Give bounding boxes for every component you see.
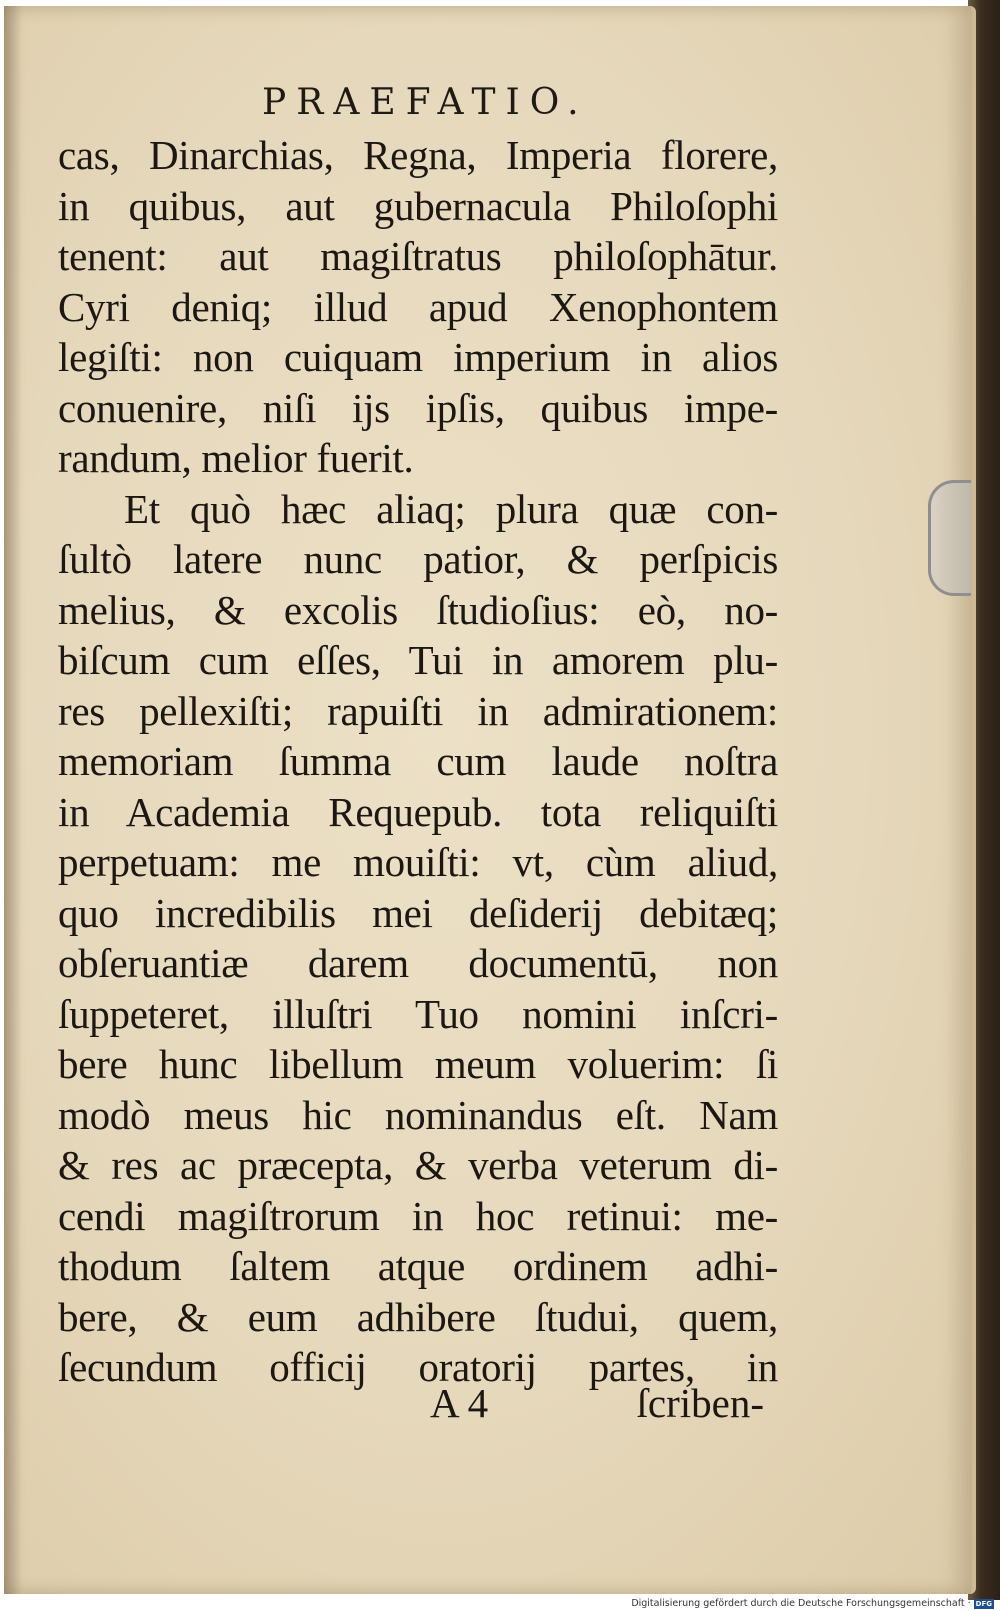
text-line: ſecundum officij oratorij partes, in (58, 1344, 778, 1390)
dfg-logo: DFG (975, 1600, 992, 1608)
spine-shadow (4, 6, 22, 1594)
text-line: melius, & excolis ſtudioſius: eò, no- (58, 586, 778, 633)
text-line: in quibus, aut gubernacula Philoſophi (58, 182, 778, 229)
text-line: & res ac præcepta, & verba veterum di- (58, 1142, 778, 1188)
text-line: perpetuam: me mouiſti: vt, cùm aliud, (58, 839, 778, 885)
page-footer (430, 1378, 764, 1428)
running-head: PRAEFATIO. (262, 82, 589, 123)
text-line: Cyri deniq; illud apud Xenophontem (58, 283, 778, 330)
text-line: bere hunc libellum meum voluerim: ſi (58, 1041, 778, 1087)
text-line: cas, Dinarchias, Regna, Imperia florere, (58, 132, 778, 178)
text-line: res pellexiſti; rapuiſti in admirationem: (58, 687, 778, 734)
text-line: conuenire, niſi ijs ipſis, quibus impe- (58, 384, 778, 431)
catchword: ſcriben- (636, 1380, 764, 1426)
text-line: randum, melior fuerit. (58, 435, 414, 481)
body-text (58, 130, 778, 1393)
text-line: tenent: aut magiſtratus philoſophātur. (58, 233, 778, 279)
text-line: quo incredibilis mei deſiderij debitæq; (58, 889, 778, 936)
text-line: cendi magiſtrorum in hoc retinui: me- (58, 1192, 778, 1239)
credit-text: Digitalisierung gefördert durch die Deutsche Forschungsgemeinschaft · (631, 1598, 971, 1609)
text-line: Et quò hæc aliaq; plura quæ con- (124, 485, 778, 532)
text-line: thodum ſaltem atque ordinem adhi- (58, 1243, 778, 1289)
signature-mark: A 4 (430, 1380, 489, 1426)
text-line: legiſti: non cuiquam imperium in alios (58, 334, 778, 380)
page-clip (928, 480, 971, 596)
text-line: memoriam ſumma cum laude noſtra (58, 738, 778, 784)
digitization-credit (588, 1598, 994, 1610)
text-line: modò meus hic nominandus eſt. Nam (58, 1091, 778, 1138)
text-line: obſeruantiæ darem documentū, non (58, 940, 778, 986)
text-line: biſcum cum eſſes, Tui in amorem plu- (58, 637, 778, 683)
text-line: ſuppeteret, illuſtri Tuo nomini inſcri- (58, 990, 778, 1037)
text-line: ſultò latere nunc patior, & perſpicis (58, 536, 778, 582)
text-line: in Academia Requepub. tota reliquiſti (58, 788, 778, 835)
text-line: bere, & eum adhibere ſtudui, quem, (58, 1293, 778, 1340)
